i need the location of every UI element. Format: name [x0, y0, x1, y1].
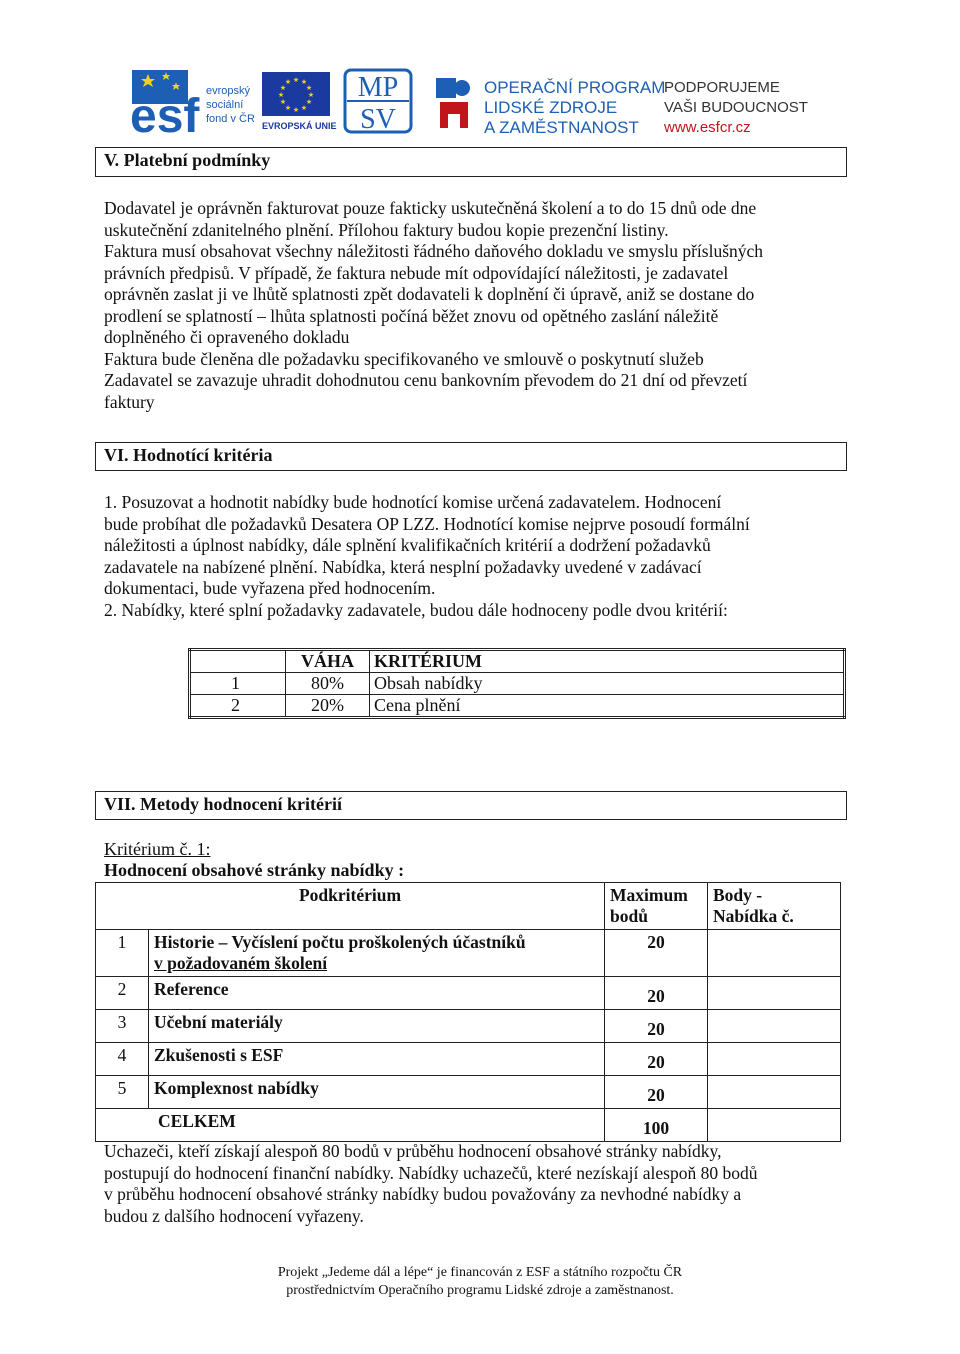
table-cell: 20: [605, 1076, 708, 1109]
max-header-line2: bodů: [610, 906, 648, 926]
table-cell: 80%: [286, 673, 370, 695]
table-header-cell: VÁHA: [286, 650, 370, 673]
s5-line: oprávněn zaslat ji ve lhůtě splatnosti zpět dodavateli k doplnění či úpravě, aniž se dostane do: [104, 284, 755, 304]
page-header: [0, 0, 960, 145]
section6-title: VI. Hodnotící kritéria: [104, 445, 273, 465]
mpsv-logo: [343, 68, 413, 134]
table-cell: 20: [605, 1043, 708, 1076]
svg-text:★: ★: [284, 78, 292, 86]
section6-text: [104, 492, 838, 621]
points-header-line1: Body -: [713, 885, 763, 905]
table-cell: Cena plnění: [370, 695, 845, 718]
s5-line: Faktura bude členěna dle požadavku specifikovaného ve smlouvě o poskytnutí služeb: [104, 348, 704, 369]
op-program-title: [484, 78, 665, 138]
table-cell: 1: [190, 673, 286, 695]
table-cell: 1: [96, 930, 149, 977]
svg-text:★: ★: [305, 84, 313, 92]
s5-line: Dodavatel je oprávněn fakturovat pouze fakticky uskutečněná školení a to do 15 dnů ode dne: [104, 198, 757, 218]
table-row: [190, 673, 845, 695]
s6-line: dokumentaci, bude vyřazena před hodnocením.: [104, 578, 436, 598]
op-line2: LIDSKÉ ZDROJE: [484, 98, 618, 117]
eu-label: EVROPSKÁ UNIE: [262, 121, 337, 131]
op-line1: OPERAČNÍ PROGRAM: [484, 78, 666, 97]
s5-line: Faktura musí obsahovat všechny náležitosti řádného daňového dokladu ve smyslu příslušných: [104, 241, 764, 261]
table-cell: Učební materiály: [149, 1010, 605, 1043]
footer-line2: prostřednictvím Operačního programu Lidské zdroje a zaměstnanost.: [286, 1283, 674, 1298]
table-header-cell: KRITÉRIUM: [370, 650, 845, 673]
table-cell: [708, 1043, 841, 1076]
table-cell: 20%: [286, 695, 370, 718]
table-cell: 3: [96, 1010, 149, 1043]
section7-note: [104, 1141, 838, 1227]
s7-note-line: Uchazeči, kteří získají alespoň 80 bodů v průběhu hodnocení obsahové stránky nabídky,: [104, 1141, 722, 1161]
section6-heading: [95, 442, 847, 471]
table-cell: [708, 977, 841, 1010]
table-row: [96, 930, 841, 977]
svg-text:★: ★: [279, 98, 287, 106]
svg-text:★: ★: [307, 91, 315, 99]
section7-heading: [95, 791, 847, 820]
table-row: [96, 1076, 841, 1109]
support-line1: PODPORUJEME: [664, 79, 780, 96]
table-header-row: [96, 883, 841, 930]
mpsv-bottom: SV: [360, 104, 396, 134]
table-cell: Reference: [149, 977, 605, 1010]
table-cell: 4: [96, 1043, 149, 1076]
table-row: [96, 1043, 841, 1076]
s6-line: zadavatele na nabízené plnění. Nabídka, která nesplní požadavky uvedené v zadávací: [104, 556, 702, 577]
table-cell: 20: [605, 1010, 708, 1043]
table-total-row: [96, 1109, 841, 1142]
svg-text:★: ★: [284, 104, 292, 112]
section7-title: VII. Metody hodnocení kritérií: [104, 794, 342, 814]
s6-line: 1. Posuzovat a hodnotit nabídky bude hodnotící komise určená zadavatelem. Hodnocení: [104, 492, 722, 512]
svg-text:★: ★: [305, 98, 313, 106]
table-row: [96, 977, 841, 1010]
support-slogan: [664, 78, 808, 138]
svg-text:★: ★: [279, 84, 287, 92]
table-cell: [708, 1010, 841, 1043]
mpsv-top: MP: [357, 72, 399, 103]
table-header-row: [190, 650, 845, 673]
table-cell: Komplexnost nabídky: [149, 1076, 605, 1109]
s5-line: právních předpisů. V případě, že faktura nebude mít odpovídající náležitosti, je zadavatel: [104, 262, 729, 283]
s7-note-line: v průběhu hodnocení obsahové stránky nabídky budou považovány za nevhodné nabídky a: [104, 1184, 742, 1204]
table-row: [96, 1010, 841, 1043]
svg-text:★: ★: [292, 76, 300, 84]
s6-line: 2. Nabídky, které splní požadavky zadavatele, budou dále hodnoceny podle dvou kritérií:: [104, 599, 728, 620]
op-program-logo-icon: [432, 72, 476, 132]
table-row: [190, 695, 845, 718]
svg-text:★: ★: [300, 78, 308, 86]
section5-heading: [95, 147, 847, 177]
table-cell: 2: [96, 977, 149, 1010]
row-name-line2: v požadovaném školení: [154, 953, 328, 973]
criterion-title: Hodnocení obsahové stránky nabídky :: [104, 860, 405, 880]
section5-title: V. Platební podmínky: [104, 150, 271, 170]
s5-line: uskutečnění zdanitelného plnění. Přílohou faktury budou kopie prezenční listiny.: [104, 219, 669, 240]
support-line2: VAŠI BUDOUCNOST: [664, 99, 808, 116]
table-cell: 2: [190, 695, 286, 718]
s5-line: prodlení se splatností – lhůta splatnosti počíná běžet znovu od opětného zaslání náležitě: [104, 305, 719, 326]
table-cell: 20: [605, 977, 708, 1010]
table-cell: 5: [96, 1076, 149, 1109]
table-cell: [708, 930, 841, 977]
eu-flag-icon: [262, 72, 330, 116]
svg-text:★: ★: [300, 104, 308, 112]
s5-line: faktury: [104, 391, 155, 412]
points-header-line2: Nabídka č.: [713, 906, 794, 926]
table-header-cell: Podkritérium: [96, 883, 605, 930]
s7-note-line: postupují do hodnocení finanční nabídky. Nabídky uchazečů, které nezískají alespoň 80 bodů: [104, 1162, 758, 1183]
page-footer: [0, 1264, 960, 1300]
table-cell: Zkušenosti s ESF: [149, 1043, 605, 1076]
table-header-cell: [605, 883, 708, 930]
s6-line: bude probíhat dle požadavků Desatera OP LZZ. Hodnotící komise nejprve posoudí formální: [104, 513, 750, 534]
s5-line: Zadavatel se zavazuje uhradit dohodnutou cenu bankovním převodem do 21 dní od převzetí: [104, 370, 748, 390]
support-url-link[interactable]: www.esfcr.cz: [664, 119, 751, 136]
svg-text:★: ★: [292, 106, 300, 114]
esf-line2: sociální: [206, 99, 244, 111]
section5-text: [104, 198, 838, 413]
esf-line3: fond v ČR: [206, 113, 255, 125]
table-header-cell: [708, 883, 841, 930]
esf-line1: evropský: [206, 85, 251, 97]
row-name-line1: Historie – Vyčíslení počtu proškolených účastníků: [154, 932, 526, 952]
criteria-table: [95, 882, 841, 1142]
total-label: CELKEM: [96, 1109, 605, 1142]
s5-line: doplněného či opraveného dokladu: [104, 327, 350, 347]
table-cell: [708, 1109, 841, 1142]
table-cell: [708, 1076, 841, 1109]
s6-line: náležitosti a úplnost nabídky, dále splnění kvalifikačních kritérií a dodržení požadavků: [104, 535, 711, 555]
svg-text:★: ★: [277, 91, 285, 99]
footer-line1: Projekt „Jedeme dál a lépe“ je financován z ESF a státního rozpočtu ČR: [277, 1265, 683, 1280]
table-header-cell: [190, 650, 286, 673]
weights-table: [188, 648, 846, 719]
total-max: 100: [605, 1109, 708, 1142]
criterion-label: Kritérium č. 1:: [104, 839, 211, 859]
s7-note-line: budou z dalšího hodnocení vyřazeny.: [104, 1205, 364, 1226]
esf-letters: esf: [130, 90, 200, 134]
table-cell: 20: [605, 930, 708, 977]
op-line3: A ZAMĚSTNANOST: [484, 118, 639, 137]
max-header-line1: Maximum: [610, 885, 688, 905]
table-cell: Obsah nabídky: [370, 673, 845, 695]
table-cell: [149, 930, 605, 977]
esf-logo: [130, 68, 262, 134]
